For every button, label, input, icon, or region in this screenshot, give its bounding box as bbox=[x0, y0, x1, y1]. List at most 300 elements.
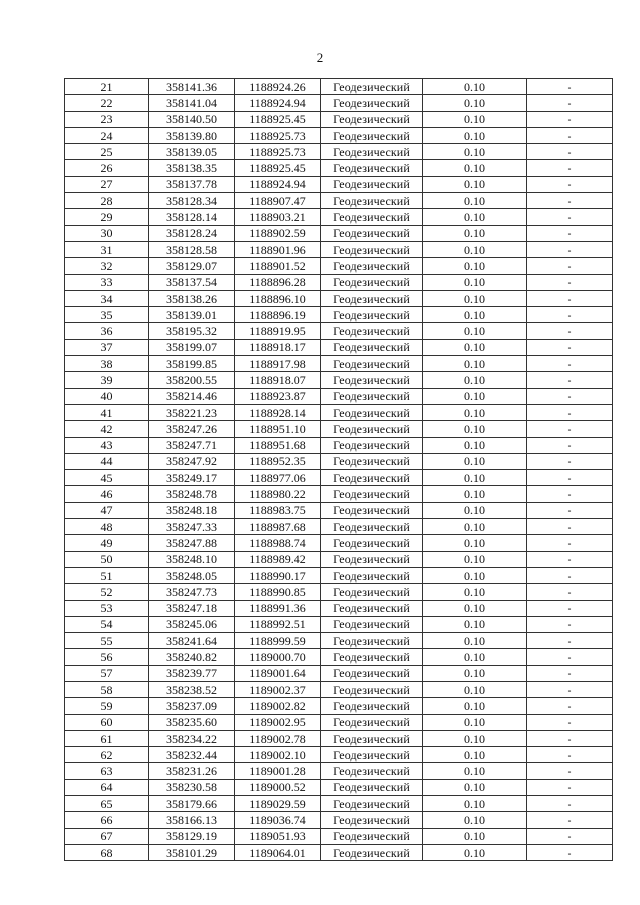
note-cell: - bbox=[527, 323, 613, 339]
note-cell: - bbox=[527, 519, 613, 535]
note-cell: - bbox=[527, 633, 613, 649]
method-cell: Геодезический bbox=[321, 649, 423, 665]
point-number-cell: 25 bbox=[65, 144, 149, 160]
x-coordinate-cell: 358248.78 bbox=[149, 486, 235, 502]
y-coordinate-cell: 1189064.01 bbox=[235, 844, 321, 860]
table-row bbox=[65, 763, 613, 779]
point-number-cell: 43 bbox=[65, 437, 149, 453]
point-number-cell: 32 bbox=[65, 258, 149, 274]
method-cell: Геодезический bbox=[321, 307, 423, 323]
x-coordinate-cell: 358231.26 bbox=[149, 763, 235, 779]
point-number-cell: 62 bbox=[65, 747, 149, 763]
table-row bbox=[65, 193, 613, 209]
note-cell: - bbox=[527, 274, 613, 290]
y-coordinate-cell: 1188896.10 bbox=[235, 290, 321, 306]
note-cell: - bbox=[527, 796, 613, 812]
note-cell: - bbox=[527, 698, 613, 714]
point-number-cell: 55 bbox=[65, 633, 149, 649]
table-row bbox=[65, 453, 613, 469]
accuracy-cell: 0.10 bbox=[423, 551, 527, 567]
accuracy-cell: 0.10 bbox=[423, 519, 527, 535]
accuracy-cell: 0.10 bbox=[423, 828, 527, 844]
y-coordinate-cell: 1188917.98 bbox=[235, 356, 321, 372]
note-cell: - bbox=[527, 127, 613, 143]
y-coordinate-cell: 1188990.85 bbox=[235, 584, 321, 600]
y-coordinate-cell: 1188924.94 bbox=[235, 95, 321, 111]
x-coordinate-cell: 358128.24 bbox=[149, 225, 235, 241]
x-coordinate-cell: 358247.26 bbox=[149, 421, 235, 437]
method-cell: Геодезический bbox=[321, 763, 423, 779]
method-cell: Геодезический bbox=[321, 551, 423, 567]
note-cell: - bbox=[527, 453, 613, 469]
method-cell: Геодезический bbox=[321, 388, 423, 404]
table-row bbox=[65, 372, 613, 388]
point-number-cell: 68 bbox=[65, 844, 149, 860]
y-coordinate-cell: 1188980.22 bbox=[235, 486, 321, 502]
table-row bbox=[65, 274, 613, 290]
point-number-cell: 45 bbox=[65, 470, 149, 486]
point-number-cell: 23 bbox=[65, 111, 149, 127]
accuracy-cell: 0.10 bbox=[423, 698, 527, 714]
y-coordinate-cell: 1189001.64 bbox=[235, 665, 321, 681]
method-cell: Геодезический bbox=[321, 584, 423, 600]
accuracy-cell: 0.10 bbox=[423, 502, 527, 518]
accuracy-cell: 0.10 bbox=[423, 796, 527, 812]
point-number-cell: 36 bbox=[65, 323, 149, 339]
x-coordinate-cell: 358137.78 bbox=[149, 176, 235, 192]
table-row bbox=[65, 323, 613, 339]
point-number-cell: 63 bbox=[65, 763, 149, 779]
method-cell: Геодезический bbox=[321, 535, 423, 551]
x-coordinate-cell: 358128.58 bbox=[149, 241, 235, 257]
accuracy-cell: 0.10 bbox=[423, 127, 527, 143]
method-cell: Геодезический bbox=[321, 567, 423, 583]
table-row bbox=[65, 209, 613, 225]
y-coordinate-cell: 1189002.10 bbox=[235, 747, 321, 763]
method-cell: Геодезический bbox=[321, 241, 423, 257]
y-coordinate-cell: 1188901.96 bbox=[235, 241, 321, 257]
point-number-cell: 34 bbox=[65, 290, 149, 306]
y-coordinate-cell: 1188999.59 bbox=[235, 633, 321, 649]
method-cell: Геодезический bbox=[321, 127, 423, 143]
x-coordinate-cell: 358237.09 bbox=[149, 698, 235, 714]
y-coordinate-cell: 1188924.94 bbox=[235, 176, 321, 192]
method-cell: Геодезический bbox=[321, 502, 423, 518]
table-row bbox=[65, 551, 613, 567]
table-row bbox=[65, 714, 613, 730]
table-row bbox=[65, 812, 613, 828]
table-row bbox=[65, 600, 613, 616]
accuracy-cell: 0.10 bbox=[423, 144, 527, 160]
accuracy-cell: 0.10 bbox=[423, 274, 527, 290]
y-coordinate-cell: 1188896.28 bbox=[235, 274, 321, 290]
accuracy-cell: 0.10 bbox=[423, 681, 527, 697]
note-cell: - bbox=[527, 290, 613, 306]
note-cell: - bbox=[527, 649, 613, 665]
y-coordinate-cell: 1188991.36 bbox=[235, 600, 321, 616]
accuracy-cell: 0.10 bbox=[423, 339, 527, 355]
method-cell: Геодезический bbox=[321, 633, 423, 649]
x-coordinate-cell: 358139.01 bbox=[149, 307, 235, 323]
y-coordinate-cell: 1188992.51 bbox=[235, 616, 321, 632]
point-number-cell: 27 bbox=[65, 176, 149, 192]
note-cell: - bbox=[527, 584, 613, 600]
x-coordinate-cell: 358141.04 bbox=[149, 95, 235, 111]
method-cell: Геодезический bbox=[321, 698, 423, 714]
point-number-cell: 40 bbox=[65, 388, 149, 404]
accuracy-cell: 0.10 bbox=[423, 404, 527, 420]
table-row bbox=[65, 698, 613, 714]
table-row bbox=[65, 404, 613, 420]
table-row bbox=[65, 356, 613, 372]
table-row bbox=[65, 633, 613, 649]
point-number-cell: 35 bbox=[65, 307, 149, 323]
note-cell: - bbox=[527, 404, 613, 420]
note-cell: - bbox=[527, 193, 613, 209]
method-cell: Геодезический bbox=[321, 796, 423, 812]
method-cell: Геодезический bbox=[321, 274, 423, 290]
note-cell: - bbox=[527, 747, 613, 763]
table-row bbox=[65, 796, 613, 812]
point-number-cell: 42 bbox=[65, 421, 149, 437]
accuracy-cell: 0.10 bbox=[423, 241, 527, 257]
point-number-cell: 52 bbox=[65, 584, 149, 600]
table-row bbox=[65, 290, 613, 306]
accuracy-cell: 0.10 bbox=[423, 584, 527, 600]
y-coordinate-cell: 1189001.28 bbox=[235, 763, 321, 779]
x-coordinate-cell: 358234.22 bbox=[149, 730, 235, 746]
method-cell: Геодезический bbox=[321, 453, 423, 469]
method-cell: Геодезический bbox=[321, 339, 423, 355]
y-coordinate-cell: 1188901.52 bbox=[235, 258, 321, 274]
point-number-cell: 33 bbox=[65, 274, 149, 290]
accuracy-cell: 0.10 bbox=[423, 356, 527, 372]
y-coordinate-cell: 1188951.10 bbox=[235, 421, 321, 437]
note-cell: - bbox=[527, 225, 613, 241]
table-row bbox=[65, 584, 613, 600]
method-cell: Геодезический bbox=[321, 323, 423, 339]
note-cell: - bbox=[527, 844, 613, 860]
method-cell: Геодезический bbox=[321, 209, 423, 225]
accuracy-cell: 0.10 bbox=[423, 453, 527, 469]
x-coordinate-cell: 358141.36 bbox=[149, 79, 235, 95]
method-cell: Геодезический bbox=[321, 193, 423, 209]
y-coordinate-cell: 1188918.07 bbox=[235, 372, 321, 388]
y-coordinate-cell: 1188918.17 bbox=[235, 339, 321, 355]
x-coordinate-cell: 358179.66 bbox=[149, 796, 235, 812]
method-cell: Геодезический bbox=[321, 828, 423, 844]
x-coordinate-cell: 358214.46 bbox=[149, 388, 235, 404]
table-row bbox=[65, 649, 613, 665]
accuracy-cell: 0.10 bbox=[423, 649, 527, 665]
method-cell: Геодезический bbox=[321, 356, 423, 372]
method-cell: Геодезический bbox=[321, 176, 423, 192]
y-coordinate-cell: 1188902.59 bbox=[235, 225, 321, 241]
point-number-cell: 51 bbox=[65, 567, 149, 583]
table-row bbox=[65, 111, 613, 127]
y-coordinate-cell: 1188951.68 bbox=[235, 437, 321, 453]
method-cell: Геодезический bbox=[321, 681, 423, 697]
x-coordinate-cell: 358138.26 bbox=[149, 290, 235, 306]
note-cell: - bbox=[527, 307, 613, 323]
point-number-cell: 44 bbox=[65, 453, 149, 469]
page-number: 2 bbox=[316, 50, 324, 65]
table-row bbox=[65, 502, 613, 518]
note-cell: - bbox=[527, 388, 613, 404]
accuracy-cell: 0.10 bbox=[423, 323, 527, 339]
point-number-cell: 37 bbox=[65, 339, 149, 355]
accuracy-cell: 0.10 bbox=[423, 193, 527, 209]
method-cell: Геодезический bbox=[321, 616, 423, 632]
table-row bbox=[65, 339, 613, 355]
accuracy-cell: 0.10 bbox=[423, 290, 527, 306]
point-number-cell: 64 bbox=[65, 779, 149, 795]
y-coordinate-cell: 1188928.14 bbox=[235, 404, 321, 420]
point-number-cell: 38 bbox=[65, 356, 149, 372]
table-body bbox=[65, 79, 613, 861]
accuracy-cell: 0.10 bbox=[423, 176, 527, 192]
point-number-cell: 30 bbox=[65, 225, 149, 241]
note-cell: - bbox=[527, 486, 613, 502]
note-cell: - bbox=[527, 714, 613, 730]
accuracy-cell: 0.10 bbox=[423, 714, 527, 730]
y-coordinate-cell: 1189029.59 bbox=[235, 796, 321, 812]
x-coordinate-cell: 358235.60 bbox=[149, 714, 235, 730]
method-cell: Геодезический bbox=[321, 730, 423, 746]
x-coordinate-cell: 358241.64 bbox=[149, 633, 235, 649]
accuracy-cell: 0.10 bbox=[423, 437, 527, 453]
method-cell: Геодезический bbox=[321, 421, 423, 437]
note-cell: - bbox=[527, 730, 613, 746]
coordinates-table bbox=[64, 78, 613, 861]
x-coordinate-cell: 358128.14 bbox=[149, 209, 235, 225]
y-coordinate-cell: 1188925.45 bbox=[235, 111, 321, 127]
x-coordinate-cell: 358247.71 bbox=[149, 437, 235, 453]
method-cell: Геодезический bbox=[321, 111, 423, 127]
note-cell: - bbox=[527, 502, 613, 518]
y-coordinate-cell: 1189000.52 bbox=[235, 779, 321, 795]
point-number-cell: 31 bbox=[65, 241, 149, 257]
note-cell: - bbox=[527, 160, 613, 176]
method-cell: Геодезический bbox=[321, 225, 423, 241]
method-cell: Геодезический bbox=[321, 79, 423, 95]
point-number-cell: 29 bbox=[65, 209, 149, 225]
accuracy-cell: 0.10 bbox=[423, 225, 527, 241]
point-number-cell: 49 bbox=[65, 535, 149, 551]
point-number-cell: 54 bbox=[65, 616, 149, 632]
point-number-cell: 53 bbox=[65, 600, 149, 616]
accuracy-cell: 0.10 bbox=[423, 79, 527, 95]
x-coordinate-cell: 358248.10 bbox=[149, 551, 235, 567]
note-cell: - bbox=[527, 567, 613, 583]
x-coordinate-cell: 358128.34 bbox=[149, 193, 235, 209]
method-cell: Геодезический bbox=[321, 600, 423, 616]
method-cell: Геодезический bbox=[321, 144, 423, 160]
note-cell: - bbox=[527, 437, 613, 453]
method-cell: Геодезический bbox=[321, 779, 423, 795]
point-number-cell: 59 bbox=[65, 698, 149, 714]
x-coordinate-cell: 358199.07 bbox=[149, 339, 235, 355]
x-coordinate-cell: 358166.13 bbox=[149, 812, 235, 828]
accuracy-cell: 0.10 bbox=[423, 600, 527, 616]
note-cell: - bbox=[527, 535, 613, 551]
method-cell: Геодезический bbox=[321, 470, 423, 486]
point-number-cell: 65 bbox=[65, 796, 149, 812]
accuracy-cell: 0.10 bbox=[423, 567, 527, 583]
note-cell: - bbox=[527, 665, 613, 681]
method-cell: Геодезический bbox=[321, 812, 423, 828]
x-coordinate-cell: 358129.07 bbox=[149, 258, 235, 274]
table-row bbox=[65, 486, 613, 502]
y-coordinate-cell: 1188903.21 bbox=[235, 209, 321, 225]
accuracy-cell: 0.10 bbox=[423, 209, 527, 225]
y-coordinate-cell: 1188989.42 bbox=[235, 551, 321, 567]
y-coordinate-cell: 1188987.68 bbox=[235, 519, 321, 535]
x-coordinate-cell: 358101.29 bbox=[149, 844, 235, 860]
accuracy-cell: 0.10 bbox=[423, 616, 527, 632]
table-row bbox=[65, 844, 613, 860]
note-cell: - bbox=[527, 241, 613, 257]
x-coordinate-cell: 358247.18 bbox=[149, 600, 235, 616]
method-cell: Геодезический bbox=[321, 404, 423, 420]
table-row bbox=[65, 519, 613, 535]
note-cell: - bbox=[527, 144, 613, 160]
y-coordinate-cell: 1188923.87 bbox=[235, 388, 321, 404]
point-number-cell: 26 bbox=[65, 160, 149, 176]
table-row bbox=[65, 144, 613, 160]
x-coordinate-cell: 358247.73 bbox=[149, 584, 235, 600]
note-cell: - bbox=[527, 95, 613, 111]
accuracy-cell: 0.10 bbox=[423, 730, 527, 746]
note-cell: - bbox=[527, 470, 613, 486]
note-cell: - bbox=[527, 616, 613, 632]
x-coordinate-cell: 358247.88 bbox=[149, 535, 235, 551]
x-coordinate-cell: 358199.85 bbox=[149, 356, 235, 372]
x-coordinate-cell: 358247.33 bbox=[149, 519, 235, 535]
table-row bbox=[65, 225, 613, 241]
y-coordinate-cell: 1189000.70 bbox=[235, 649, 321, 665]
y-coordinate-cell: 1188977.06 bbox=[235, 470, 321, 486]
x-coordinate-cell: 358240.82 bbox=[149, 649, 235, 665]
method-cell: Геодезический bbox=[321, 747, 423, 763]
point-number-cell: 50 bbox=[65, 551, 149, 567]
table-row bbox=[65, 127, 613, 143]
table-row bbox=[65, 160, 613, 176]
x-coordinate-cell: 358139.80 bbox=[149, 127, 235, 143]
note-cell: - bbox=[527, 372, 613, 388]
note-cell: - bbox=[527, 828, 613, 844]
table-row bbox=[65, 95, 613, 111]
y-coordinate-cell: 1188988.74 bbox=[235, 535, 321, 551]
y-coordinate-cell: 1189002.78 bbox=[235, 730, 321, 746]
x-coordinate-cell: 358230.58 bbox=[149, 779, 235, 795]
table-row bbox=[65, 79, 613, 95]
note-cell: - bbox=[527, 779, 613, 795]
point-number-cell: 60 bbox=[65, 714, 149, 730]
point-number-cell: 28 bbox=[65, 193, 149, 209]
table-row bbox=[65, 535, 613, 551]
x-coordinate-cell: 358137.54 bbox=[149, 274, 235, 290]
note-cell: - bbox=[527, 258, 613, 274]
method-cell: Геодезический bbox=[321, 258, 423, 274]
method-cell: Геодезический bbox=[321, 290, 423, 306]
point-number-cell: 22 bbox=[65, 95, 149, 111]
note-cell: - bbox=[527, 176, 613, 192]
point-number-cell: 46 bbox=[65, 486, 149, 502]
table-row bbox=[65, 388, 613, 404]
method-cell: Геодезический bbox=[321, 372, 423, 388]
x-coordinate-cell: 358139.05 bbox=[149, 144, 235, 160]
y-coordinate-cell: 1188925.45 bbox=[235, 160, 321, 176]
table-row bbox=[65, 241, 613, 257]
y-coordinate-cell: 1188925.73 bbox=[235, 127, 321, 143]
x-coordinate-cell: 358247.92 bbox=[149, 453, 235, 469]
table-row bbox=[65, 665, 613, 681]
note-cell: - bbox=[527, 421, 613, 437]
accuracy-cell: 0.10 bbox=[423, 747, 527, 763]
y-coordinate-cell: 1188907.47 bbox=[235, 193, 321, 209]
point-number-cell: 56 bbox=[65, 649, 149, 665]
table-row bbox=[65, 421, 613, 437]
x-coordinate-cell: 358248.05 bbox=[149, 567, 235, 583]
note-cell: - bbox=[527, 551, 613, 567]
accuracy-cell: 0.10 bbox=[423, 812, 527, 828]
accuracy-cell: 0.10 bbox=[423, 535, 527, 551]
point-number-cell: 57 bbox=[65, 665, 149, 681]
note-cell: - bbox=[527, 339, 613, 355]
table-row bbox=[65, 258, 613, 274]
y-coordinate-cell: 1188983.75 bbox=[235, 502, 321, 518]
method-cell: Геодезический bbox=[321, 665, 423, 681]
point-number-cell: 66 bbox=[65, 812, 149, 828]
y-coordinate-cell: 1188896.19 bbox=[235, 307, 321, 323]
point-number-cell: 48 bbox=[65, 519, 149, 535]
accuracy-cell: 0.10 bbox=[423, 111, 527, 127]
point-number-cell: 47 bbox=[65, 502, 149, 518]
point-number-cell: 58 bbox=[65, 681, 149, 697]
y-coordinate-cell: 1189051.93 bbox=[235, 828, 321, 844]
method-cell: Геодезический bbox=[321, 519, 423, 535]
accuracy-cell: 0.10 bbox=[423, 258, 527, 274]
table-row bbox=[65, 307, 613, 323]
table-row bbox=[65, 828, 613, 844]
y-coordinate-cell: 1189002.37 bbox=[235, 681, 321, 697]
accuracy-cell: 0.10 bbox=[423, 763, 527, 779]
y-coordinate-cell: 1189002.95 bbox=[235, 714, 321, 730]
table-row bbox=[65, 567, 613, 583]
table-row bbox=[65, 730, 613, 746]
method-cell: Геодезический bbox=[321, 437, 423, 453]
x-coordinate-cell: 358200.55 bbox=[149, 372, 235, 388]
x-coordinate-cell: 358232.44 bbox=[149, 747, 235, 763]
accuracy-cell: 0.10 bbox=[423, 844, 527, 860]
x-coordinate-cell: 358140.50 bbox=[149, 111, 235, 127]
x-coordinate-cell: 358195.32 bbox=[149, 323, 235, 339]
table-row bbox=[65, 681, 613, 697]
y-coordinate-cell: 1189036.74 bbox=[235, 812, 321, 828]
y-coordinate-cell: 1188990.17 bbox=[235, 567, 321, 583]
y-coordinate-cell: 1188919.95 bbox=[235, 323, 321, 339]
x-coordinate-cell: 358245.06 bbox=[149, 616, 235, 632]
x-coordinate-cell: 358129.19 bbox=[149, 828, 235, 844]
note-cell: - bbox=[527, 79, 613, 95]
y-coordinate-cell: 1188924.26 bbox=[235, 79, 321, 95]
y-coordinate-cell: 1188952.35 bbox=[235, 453, 321, 469]
point-number-cell: 39 bbox=[65, 372, 149, 388]
accuracy-cell: 0.10 bbox=[423, 95, 527, 111]
note-cell: - bbox=[527, 763, 613, 779]
accuracy-cell: 0.10 bbox=[423, 388, 527, 404]
